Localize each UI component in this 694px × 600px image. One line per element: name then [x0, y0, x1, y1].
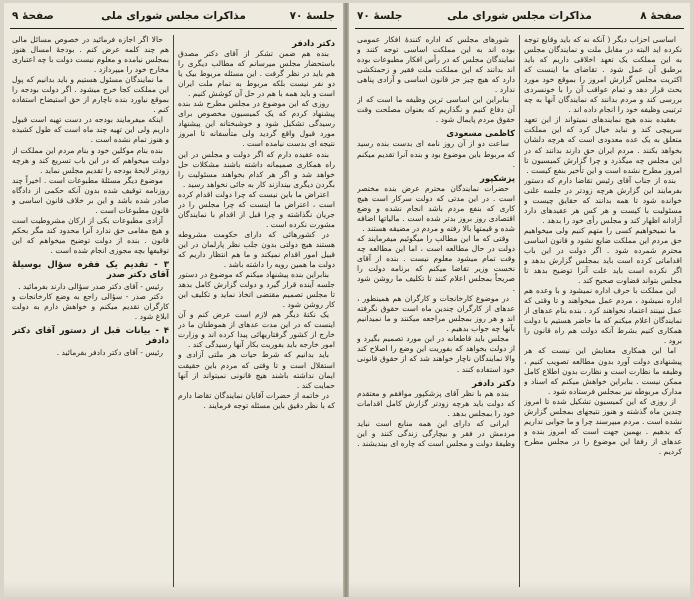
paragraph: باید بدانیم که شرط حیات هر ملتی آزادی و استقلال است و تا وقتی که مردم باین حقیقت ایمان نداشته باشند هیچ قانونی نمیتواند از آنها حمایت کند . — [178, 350, 335, 390]
paragraph: بنابراین این اساسی ترین وظیفه ما است که از آن دفاع کنیم و نگذاریم که بعنوان مصلحت وقت حقوق مردم پایمال شود . — [357, 95, 515, 125]
text-column-left — [12, 35, 169, 589]
text-column-right — [524, 35, 682, 589]
paragraph: اساسی احزاب دیگر ( آنکه نه که باید وقایع توجه نکرده اید البته در مقابل ملت و نمایندگان مجلس به این مملکت یک تعهد اخلاقی داریم که باید برطبق آن عمل شود . تقاضای ما اینست که اکثریت مجلس گزارش امروز را بموقع خود مورد بحث قرار دهد و تمام عواقب آن را با خونسردی بررسی کند و مردم بدانند که نمایندگان آنها به چه ترتیبی وظیفه خود را انجام داده اند . — [524, 35, 682, 115]
paragraph: بنده از جناب آقای رئیس تقاضا دارم که دستور بفرمایند این گزارش هرچه زودتر در جلسه علنی خوانده شود تا همه بدانند که حقایق چیست و مسئولیت با کیست و هر کس هر عقیدهای دارد آزادانه اظهار کند و مجلس رأی خود را بدهد . — [524, 175, 682, 225]
paragraph: بنده هم ضمن تشکر از آقای دکتر مصدق باستحضار مجلس میرسانم که مطالب دیگری را هم باید در نظر گرفت . این مسئله مربوط بیک یا دو نفر نیست بلکه مربوط به تمام ملت ایران است و باید همه با هم در حل آن کوشش کنیم . — [178, 49, 335, 99]
text-column-right — [178, 35, 335, 589]
paragraph: بعقیده بنده هیچ نمایندهای نمیتواند از این تعهد سرپیچی کند و نباید خیال کرد که این مملکت متعلق به یک عده معدودی است که هرچه دلشان بخواهد بکنند . مردم ایران حق دارند بدانند که در این مجلس چه میگذرد و چرا گزارش کمیسیون تا امروز مطرح نشده است و این تأخیر بنفع کیست . — [524, 115, 682, 175]
paragraph: ما نمیخواهیم کسی را متهم کنیم ولی میخواهیم حق مردم این مملکت ضایع نشود و قانون اساسی محترم شمرده شود . اگر دولت در این باب اقداماتی کرده است باید بمجلس گزارش بدهد و اگر نکرده است باید علت آنرا توضیح بدهد تا مجلس بتواند قضاوت صحیح کند . — [524, 225, 682, 286]
paragraph: حالا اگر اجازه فرمائید در خصوص مسائل مالی هم چند کلمه عرض کنم . بودجهٔ امسال هنوز بمجلس نیامده و معلوم نیست دولت با چه اعتباری مخارج خود را میپردازد . — [12, 35, 169, 75]
paragraph: اما این همکاری معنایش این نیست که هر پیشنهادی دولت آورد بدون مطالعه تصویب کنیم ، وظیفه ما نظارت است و نظارت بدون اطلاع کامل ممکن نیست . بنابراین خواهش میکنم که اسناد و مدارک مربوطه نیز بمجلس فرستاده شود . — [524, 346, 682, 396]
speaker-name: پزشکپور — [480, 172, 515, 183]
header-rule — [10, 28, 337, 29]
paragraph: ما نمایندگان مسئول هستیم و باید بدانیم که پول این مملکت کجا خرج میشود . اگر دولت بودجه را بموقع نیاورد بنده ناچارم از حق استیضاح استفاده کنم . — [12, 75, 169, 115]
section-heading: ۴ - بیانات قبل از دستور آقای دکتر دادفر — [12, 326, 169, 347]
page-header — [10, 9, 337, 27]
paragraph: در کشورهائی که دارای حکومت مشروطه هستند هیچ دولتی بدون جلب نظر پارلمان در این قبیل امور اقدام نمیکند و ما هم انتظار داریم که دولت ما همین رویه را داشته باشد . — [178, 229, 335, 270]
paragraph: موضوع دیگر مسئلهٔ مطبوعات است . اخیراً چند روزنامه توقیف شده بدون آنکه حکمی از دادگاه صادر شده باشد و این بر خلاف قانون اساسی و قانون مطبوعات است . — [12, 175, 169, 215]
session-label: جلسهٔ ۷۰ — [357, 10, 403, 22]
paragraph: وقتی که ما این مطالب را میگوئیم میفرمایند که دولت در حال مطالعه است ، اما این مطالعه چه وقت تمام میشود معلوم نیست . بنده از آقای نخست وزیر تقاضا میکنم که برنامه دولت را صریحاً بمجلس اعلام کنند تا تکلیف ما روشن شود . — [357, 233, 515, 294]
paragraph: ایرانی که دارای این همه منابع است نباید مردمش در فقر و بیچارگی زندگی کنند و این وظیفهٔ دولت و مجلس است که چاره ای بیندیشند . — [357, 418, 515, 448]
paragraph: رئیس - آقای دکتر صدر سؤالی دارند بفرمائید . — [18, 282, 163, 292]
column-divider — [519, 35, 520, 587]
page-shadow — [349, 581, 690, 597]
page-header — [355, 9, 684, 27]
page-shadow — [4, 581, 343, 597]
page-number: صفحهٔ ۹ — [12, 10, 54, 22]
page-8 — [349, 3, 690, 597]
paragraph: مجلس باید قاطعانه در این مورد تصمیم بگیرد و از دولت بخواهد که بفوریت این وضع را اصلاح کند والا نمایندگان ناچار خواهند شد که از حقوق قانونی خود استفاده کنند . — [357, 334, 515, 374]
paragraph: بنده هم با نظر آقای پزشکپور موافقم و معتقدم که دولت باید هرچه زودتر گزارش کامل اقدامات خود را بمجلس بدهد . — [357, 388, 515, 418]
column-divider — [173, 35, 174, 587]
document-spread — [4, 3, 690, 597]
paragraph: یک نکتهٔ دیگر هم لازم است عرض کنم و آن اینست که در این مدت عدهای از هموطنان ما در خارج از کشور گرفتاریهائی پیدا کرده اند و وزارت امور خارجه باید بفوریت بکار آنها رسیدگی کند . — [178, 310, 335, 350]
paragraph: از روزی که این کمیسیون تشکیل شده تا امروز چندین ماه گذشته و هنوز نتیجهای بمجلس گزارش نشده است . مردم میپرسند چرا و ما جوابی نداریم که بدهیم . بهمین جهت است که امروز بنده و عدهای از رفقا این موضوع را در مجلس مطرح کردیم . — [524, 396, 682, 456]
paragraph: ساعت دو از آن روز نامه ای بدست بنده رسید که مربوط باین موضوع بود و بنده آنرا تقدیم میکنم . — [357, 139, 515, 169]
paragraph: شورهای مجلس که اداره کنندهٔ افکار عمومی بوده اند به این مملکت اساسی توجه کنند و نمایندگان مجلس که در رأس افکار مطبوعات بوده اند بدانند که این مملکت ملت فقیر و زحمتکشی دارد که هیچ چیز جز قانون اساسی و آزادی پناهی ندارد . — [357, 35, 515, 95]
session-label: جلسهٔ ۷۰ — [289, 10, 335, 22]
paragraph: اعتراض ما باین نیست که چرا دولت اقدام کرده است ، اعتراض ما اینست که چرا مجلس را در جریان نگذاشته و چرا قبل از اقدام با نمایندگان مشورت نکرده است . — [178, 189, 335, 229]
paragraph: در موضوع کارخانجات و کارگران هم همینطور ، عدهای از کارگران چندین ماه است حقوق نگرفته اند و هر روز بمجلس مراجعه میکنند و ما نمیدانیم بآنها چه جواب بدهیم . — [357, 294, 515, 334]
section-heading: ۳ - تقدیم یک فقره سؤال بوسیلهٔ آقای دکتر صدر — [12, 260, 169, 281]
header-title: مذاکرات مجلس شورای ملی — [101, 10, 246, 22]
paragraph: اینکه میفرمایند بودجه در دست تهیه است قبول داریم ولی این تهیه چند ماه است که طول کشیده و هنوز تمام نشده است . — [12, 115, 169, 145]
paragraph: در خاتمه از حضرات آقایان نمایندگان تقاضا دارم که با نظر دقیق باین مسئله توجه فرمایند . — [178, 390, 335, 410]
paragraph: بنابراین بنده پیشنهاد میکنم که موضوع در دستور جلسه آینده قرار گیرد و دولت گزارش کامل بدهد تا مجلس تصمیم مقتضی اتخاذ نماید و تکلیف این کار روشن شود . — [178, 270, 335, 310]
paragraph: بنده بنام موکلین خود و بنام مردم این مملکت از دولت میخواهم که در این باب تسریع کند و هرچه زودتر لایحهٔ بودجه را تقدیم مجلس نماید . — [12, 145, 169, 175]
page-number: صفحهٔ ۸ — [640, 10, 682, 22]
speaker-name: دکتر دادفر — [292, 38, 335, 48]
header-rule — [355, 28, 684, 29]
text-column-left — [357, 35, 515, 589]
paragraph: حضرات نمایندگان محترم عرض بنده مختصر است . در این مدتی که دولت سرکار است هیچ کاری که بنفع مردم باشد انجام نشده و وضع اقتصادی روز بروز بدتر شده است . مالیاتها اضافه شده و قیمتها بالا رفته و مردم در مضیقه هستند . — [357, 183, 515, 233]
header-title: مذاکرات مجلس شورای ملی — [447, 10, 592, 22]
paragraph: دکتر صدر - سؤالی راجع به وضع کارخانجات و کارگران تقدیم میکنم و خواهش دارم به دولت ابلاغ شود . — [12, 292, 169, 322]
speaker-name: کاظمی مسعودی — [446, 128, 515, 139]
paragraph: روزی که این موضوع در مجلس مطرح شد بنده پیشنهاد کردم که یک کمیسیون مخصوص برای رسیدگی تشکیل شود و خوشبختانه این پیشنهاد مورد قبول واقع گردید ولی متأسفانه تا امروز نتیجه ای بدست نیامده است . — [178, 99, 335, 149]
paragraph: بنده عقیده دارم که اگر دولت و مجلس در این راه همکاری صمیمانه داشته باشند مشکلات حل خواهد شد و اگر هر کدام بخواهند مسئولیت را بگردن دیگری بیندازند کار به جائی نخواهد رسید . — [178, 149, 335, 189]
speaker-name: دکتر دادفر — [472, 377, 515, 388]
paragraph: آزادی مطبوعات یکی از ارکان مشروطیت است و هیچ مقامی حق ندارد آنرا محدود کند مگر بحکم قانون . بنده از دولت توضیح میخواهم که این توقیفها بچه مجوزی انجام شده است . — [12, 215, 169, 255]
page-9 — [4, 3, 343, 597]
paragraph: این مملکت با حرف اداره نمیشود و با وعده هم اداره نمیشود ، مردم عمل میخواهند و تا وقتی که عمل نبینند اعتماد نخواهند کرد . بنده بنام عدهای از نمایندگان اعلام میکنم که ما حاضر هستیم با دولت همکاری کنیم بشرط آنکه دولت هم راه قانون را برود . — [524, 286, 682, 346]
paragraph: رئیس - آقای دکتر دادفر بفرمائید . — [56, 348, 163, 358]
